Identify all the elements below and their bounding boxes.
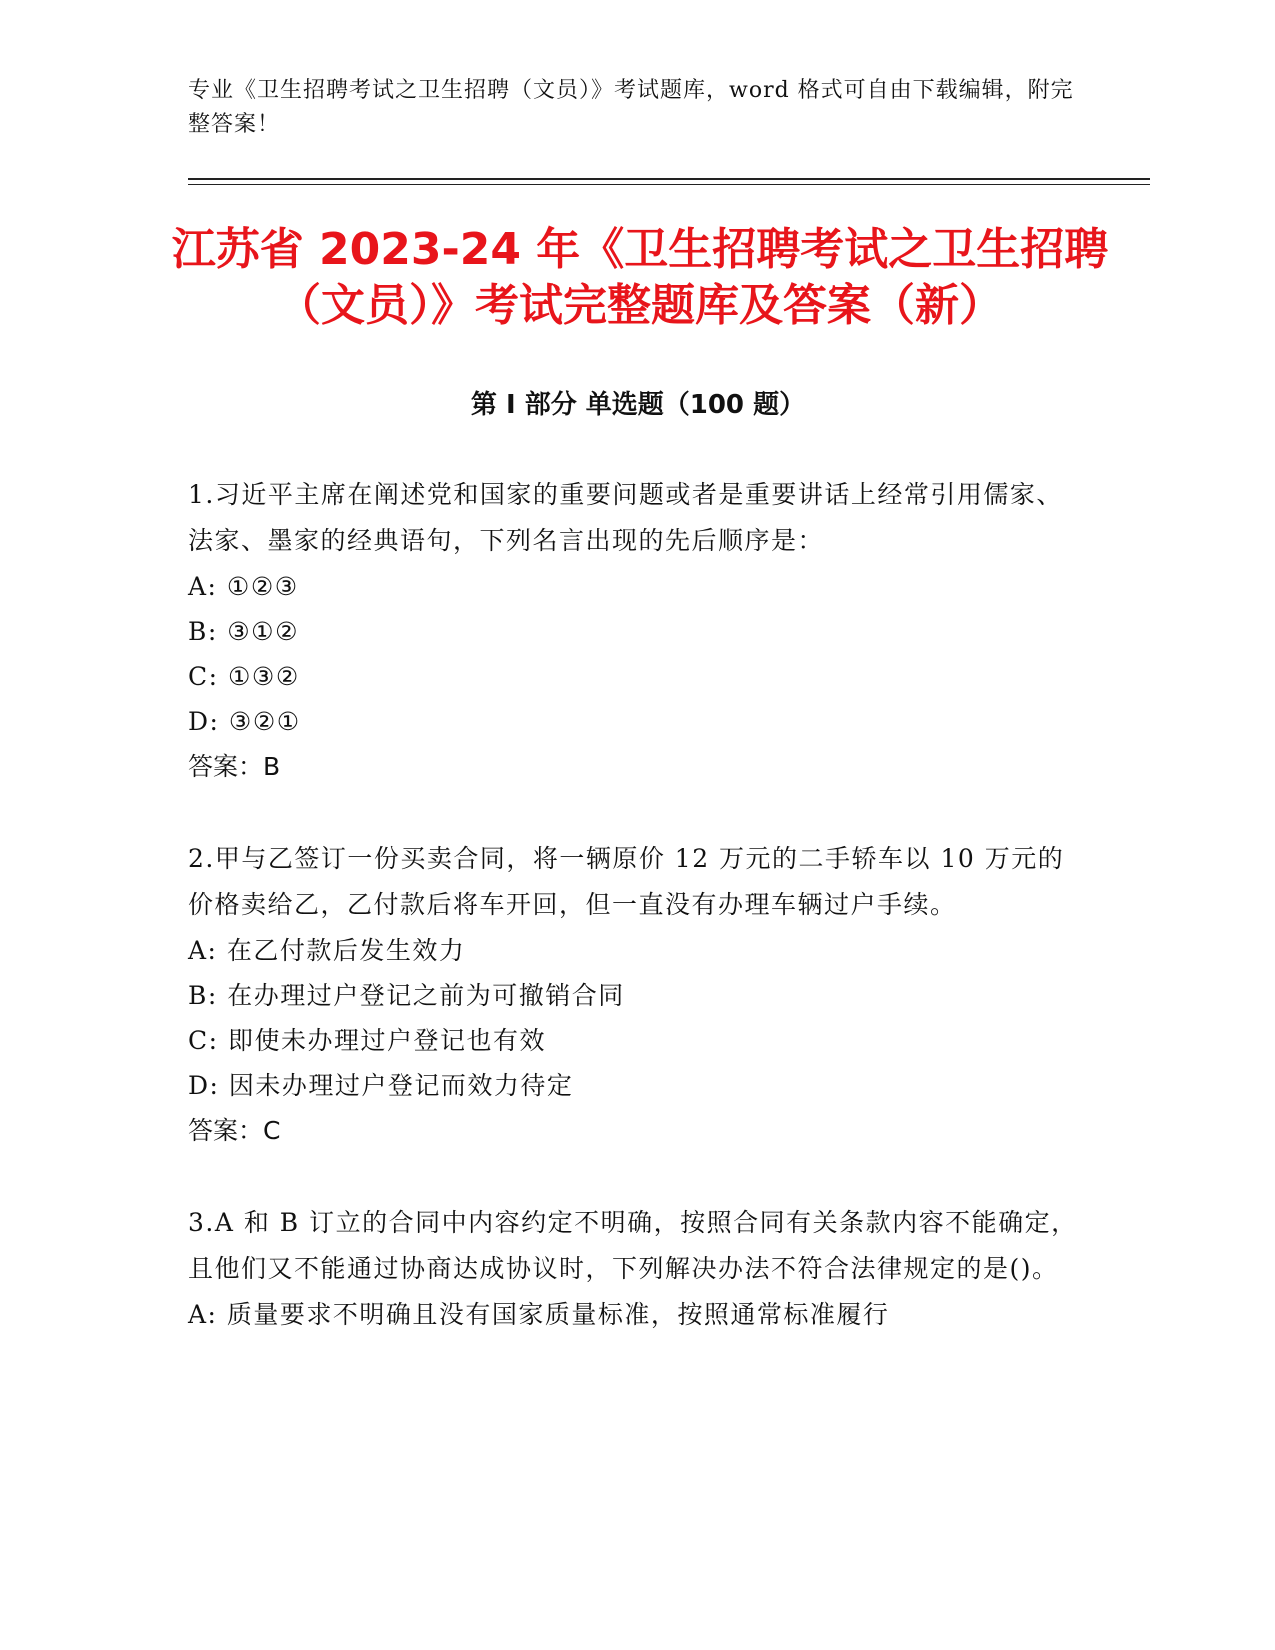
answer: 答案：B: [188, 752, 281, 781]
option-d: D: ③②①: [188, 707, 301, 736]
option-c: C: 即使未办理过户登记也有效: [188, 1026, 546, 1055]
question-stem: 2.甲与乙签订一份买卖合同，将一辆原价 12 万元的二手轿车以 10 万元的价格卖给乙，乙付款后将车开回，但一直没有办理车辆过户手续。: [188, 844, 1065, 919]
question-2: [188, 836, 1088, 1154]
option-d: D: 因未办理过户登记而效力待定: [188, 1071, 574, 1100]
section-title: 第 I 部分 单选题（100 题）: [470, 390, 806, 420]
option-b: B: ③①②: [188, 617, 299, 646]
option-a: A: 质量要求不明确且没有国家质量标准，按照通常标准履行: [188, 1300, 890, 1329]
question-list: [188, 472, 1088, 1383]
answer: 答案：C: [188, 1116, 281, 1145]
option-c: C: ①③②: [188, 662, 300, 691]
option-a: A: 在乙付款后发生效力: [188, 936, 466, 965]
option-b: B: 在办理过户登记之前为可撤销合同: [188, 981, 625, 1010]
option-a: A: ①②③: [188, 572, 299, 601]
divider-top: [188, 178, 1150, 180]
divider-bottom: [188, 184, 1150, 185]
question-stem: 3.A 和 B 订立的合同中内容约定不明确，按照合同有关条款内容不能确定，且他们又不能通过协商达成协议时，下列解决办法不符合法律规定的是()。: [188, 1208, 1078, 1283]
document-title: 江苏省 2023-24 年《卫生招聘考试之卫生招聘（文员）》考试完整题库及答案（新）: [171, 224, 1109, 331]
question-3: [188, 1200, 1088, 1337]
question-1: [188, 472, 1088, 790]
question-stem: 1.习近平主席在阐述党和国家的重要问题或者是重要讲话上经常引用儒家、法家、墨家的经典语句，下列名言出现的先后顺序是：: [188, 480, 1063, 555]
header-note: 专业《卫生招聘考试之卫生招聘（文员）》考试题库，word 格式可自由下载编辑，附完整答案！: [188, 78, 1074, 137]
